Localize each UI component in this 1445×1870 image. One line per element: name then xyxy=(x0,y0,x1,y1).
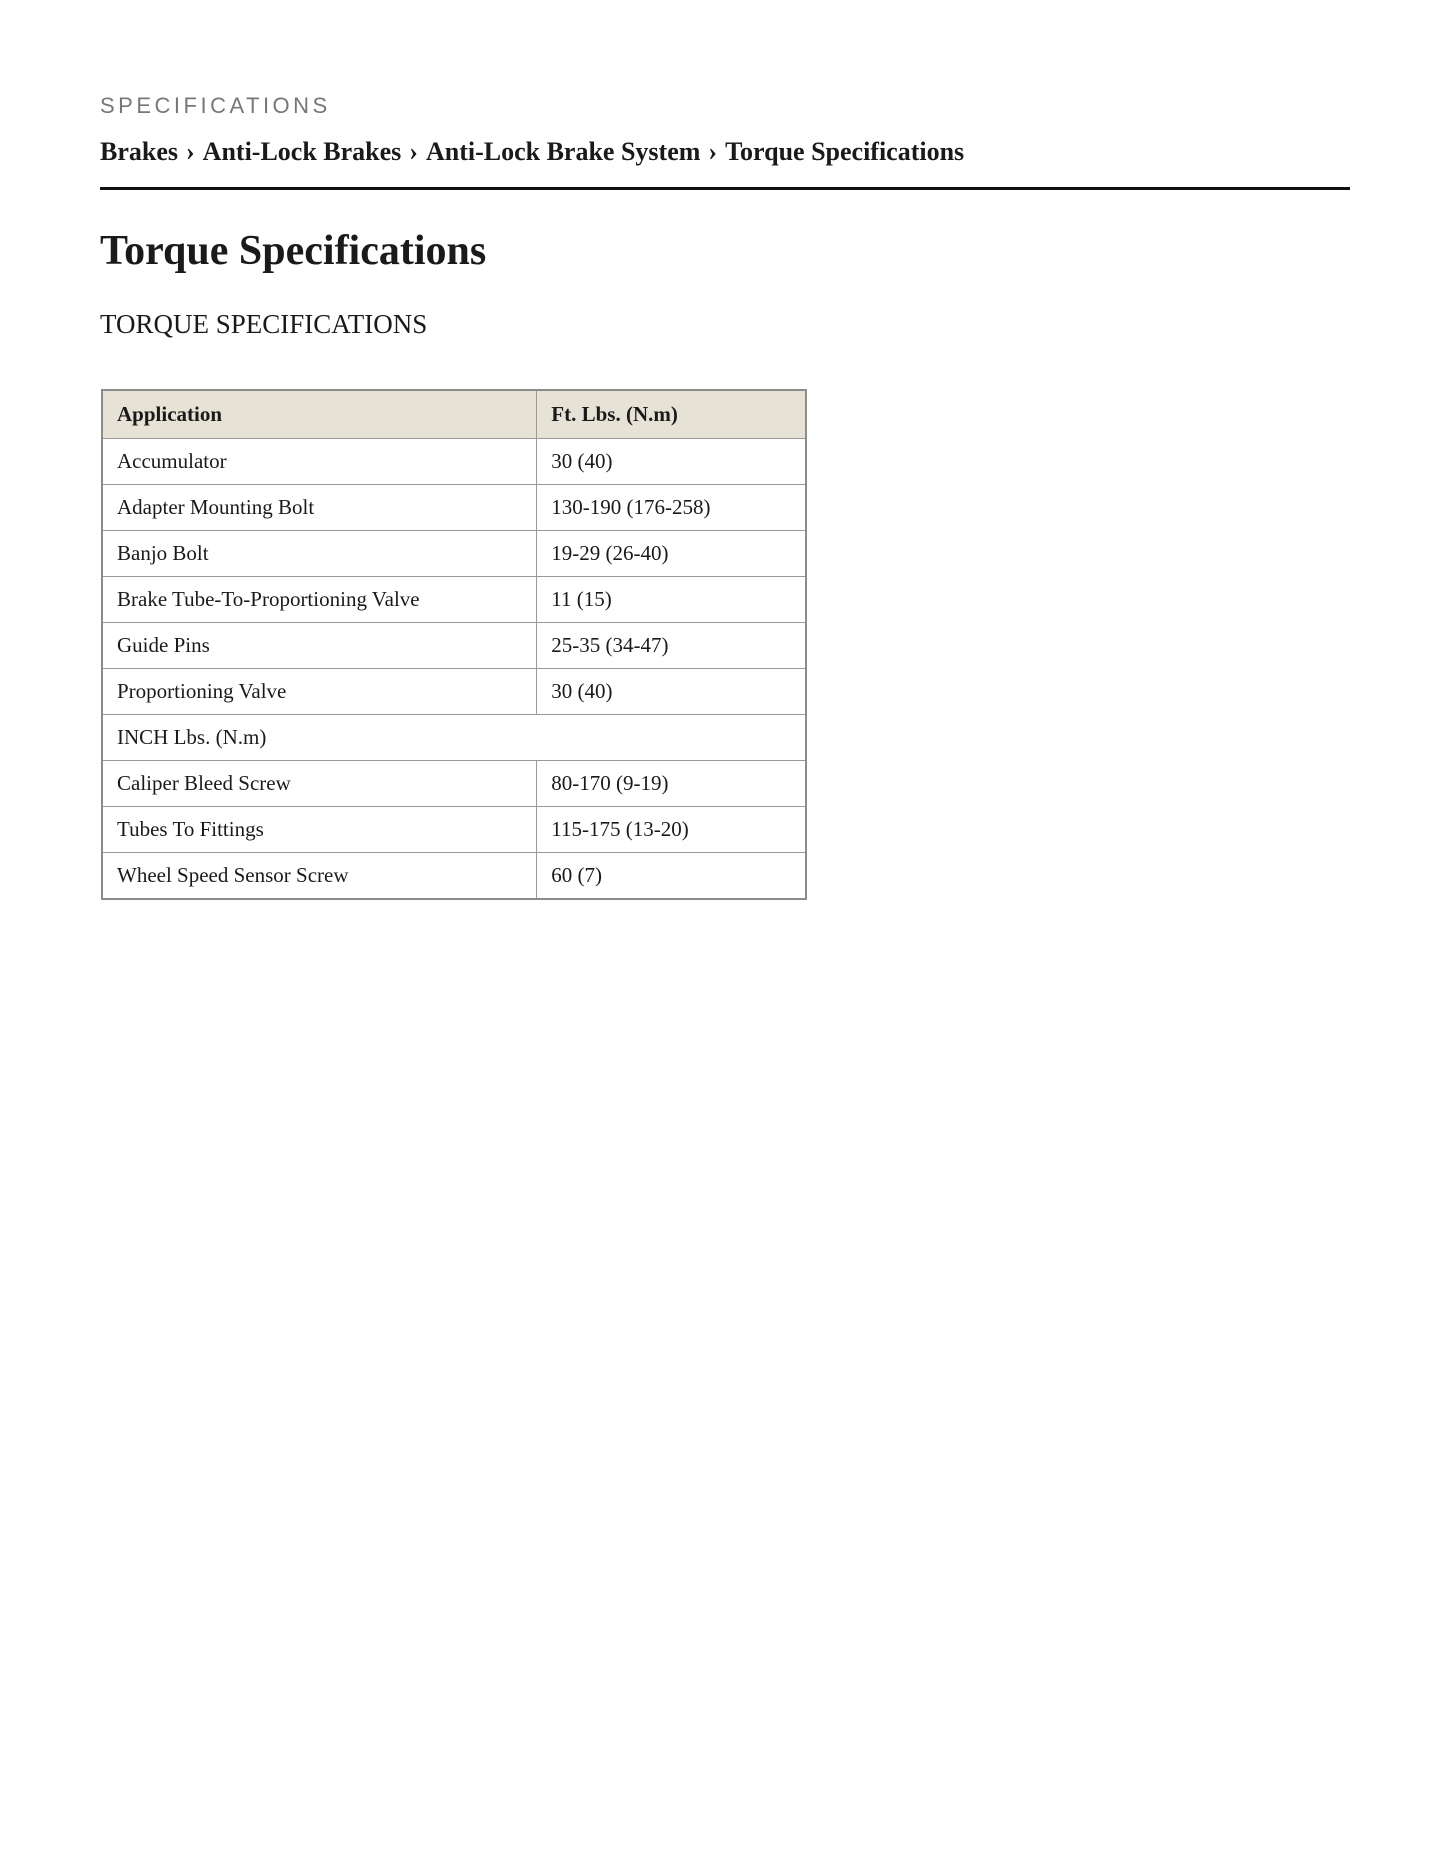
table-row xyxy=(102,669,806,715)
cell-application: Banjo Bolt xyxy=(102,531,537,577)
cell-application: Wheel Speed Sensor Screw xyxy=(102,853,537,900)
cell-torque: 11 (15) xyxy=(537,577,806,623)
cell-torque: 130-190 (176-258) xyxy=(537,485,806,531)
cell-torque: 19-29 (26-40) xyxy=(537,531,806,577)
table-header-row xyxy=(102,390,806,439)
table-row xyxy=(102,807,806,853)
table-row xyxy=(102,531,806,577)
cell-application: Adapter Mounting Bolt xyxy=(102,485,537,531)
table-row xyxy=(102,623,806,669)
cell-application: Accumulator xyxy=(102,439,537,485)
page-title: Torque Specifications xyxy=(100,228,487,274)
cell-torque: 25-35 (34-47) xyxy=(537,623,806,669)
section-subtitle: TORQUE SPECIFICATIONS xyxy=(100,309,428,339)
breadcrumb-separator: › xyxy=(186,137,195,166)
breadcrumb-separator: › xyxy=(409,137,418,166)
table-section-row xyxy=(102,715,806,761)
cell-torque: 30 (40) xyxy=(537,669,806,715)
column-header-torque: Ft. Lbs. (N.m) xyxy=(537,390,806,439)
breadcrumb-item-brakes[interactable]: Brakes xyxy=(100,137,178,166)
table-row xyxy=(102,485,806,531)
breadcrumb-item-anti-lock-brake-system[interactable]: Anti-Lock Brake System xyxy=(425,137,701,166)
cell-application: Caliper Bleed Screw xyxy=(102,761,537,807)
cell-application: Proportioning Valve xyxy=(102,669,537,715)
table-row xyxy=(102,853,806,900)
cell-torque: 115-175 (13-20) xyxy=(537,807,806,853)
table-row xyxy=(102,761,806,807)
cell-application: Brake Tube-To-Proportioning Valve xyxy=(102,577,537,623)
cell-torque: 60 (7) xyxy=(537,853,806,900)
cell-application: Tubes To Fittings xyxy=(102,807,537,853)
column-header-application: Application xyxy=(102,390,537,439)
torque-spec-table xyxy=(101,389,807,900)
cell-torque: 80-170 (9-19) xyxy=(537,761,806,807)
breadcrumb-item-current: Torque Specifications xyxy=(725,137,965,166)
breadcrumb-separator: › xyxy=(708,137,718,166)
header-divider xyxy=(100,187,1350,190)
cell-torque: 30 (40) xyxy=(537,439,806,485)
cell-application: Guide Pins xyxy=(102,623,537,669)
breadcrumb xyxy=(100,137,964,167)
section-label-inch-lbs: INCH Lbs. (N.m) xyxy=(102,715,806,761)
breadcrumb-item-anti-lock-brakes[interactable]: Anti-Lock Brakes xyxy=(202,137,402,166)
table-row xyxy=(102,439,806,485)
section-kicker: SPECIFICATIONS xyxy=(100,93,331,118)
table-row xyxy=(102,577,806,623)
